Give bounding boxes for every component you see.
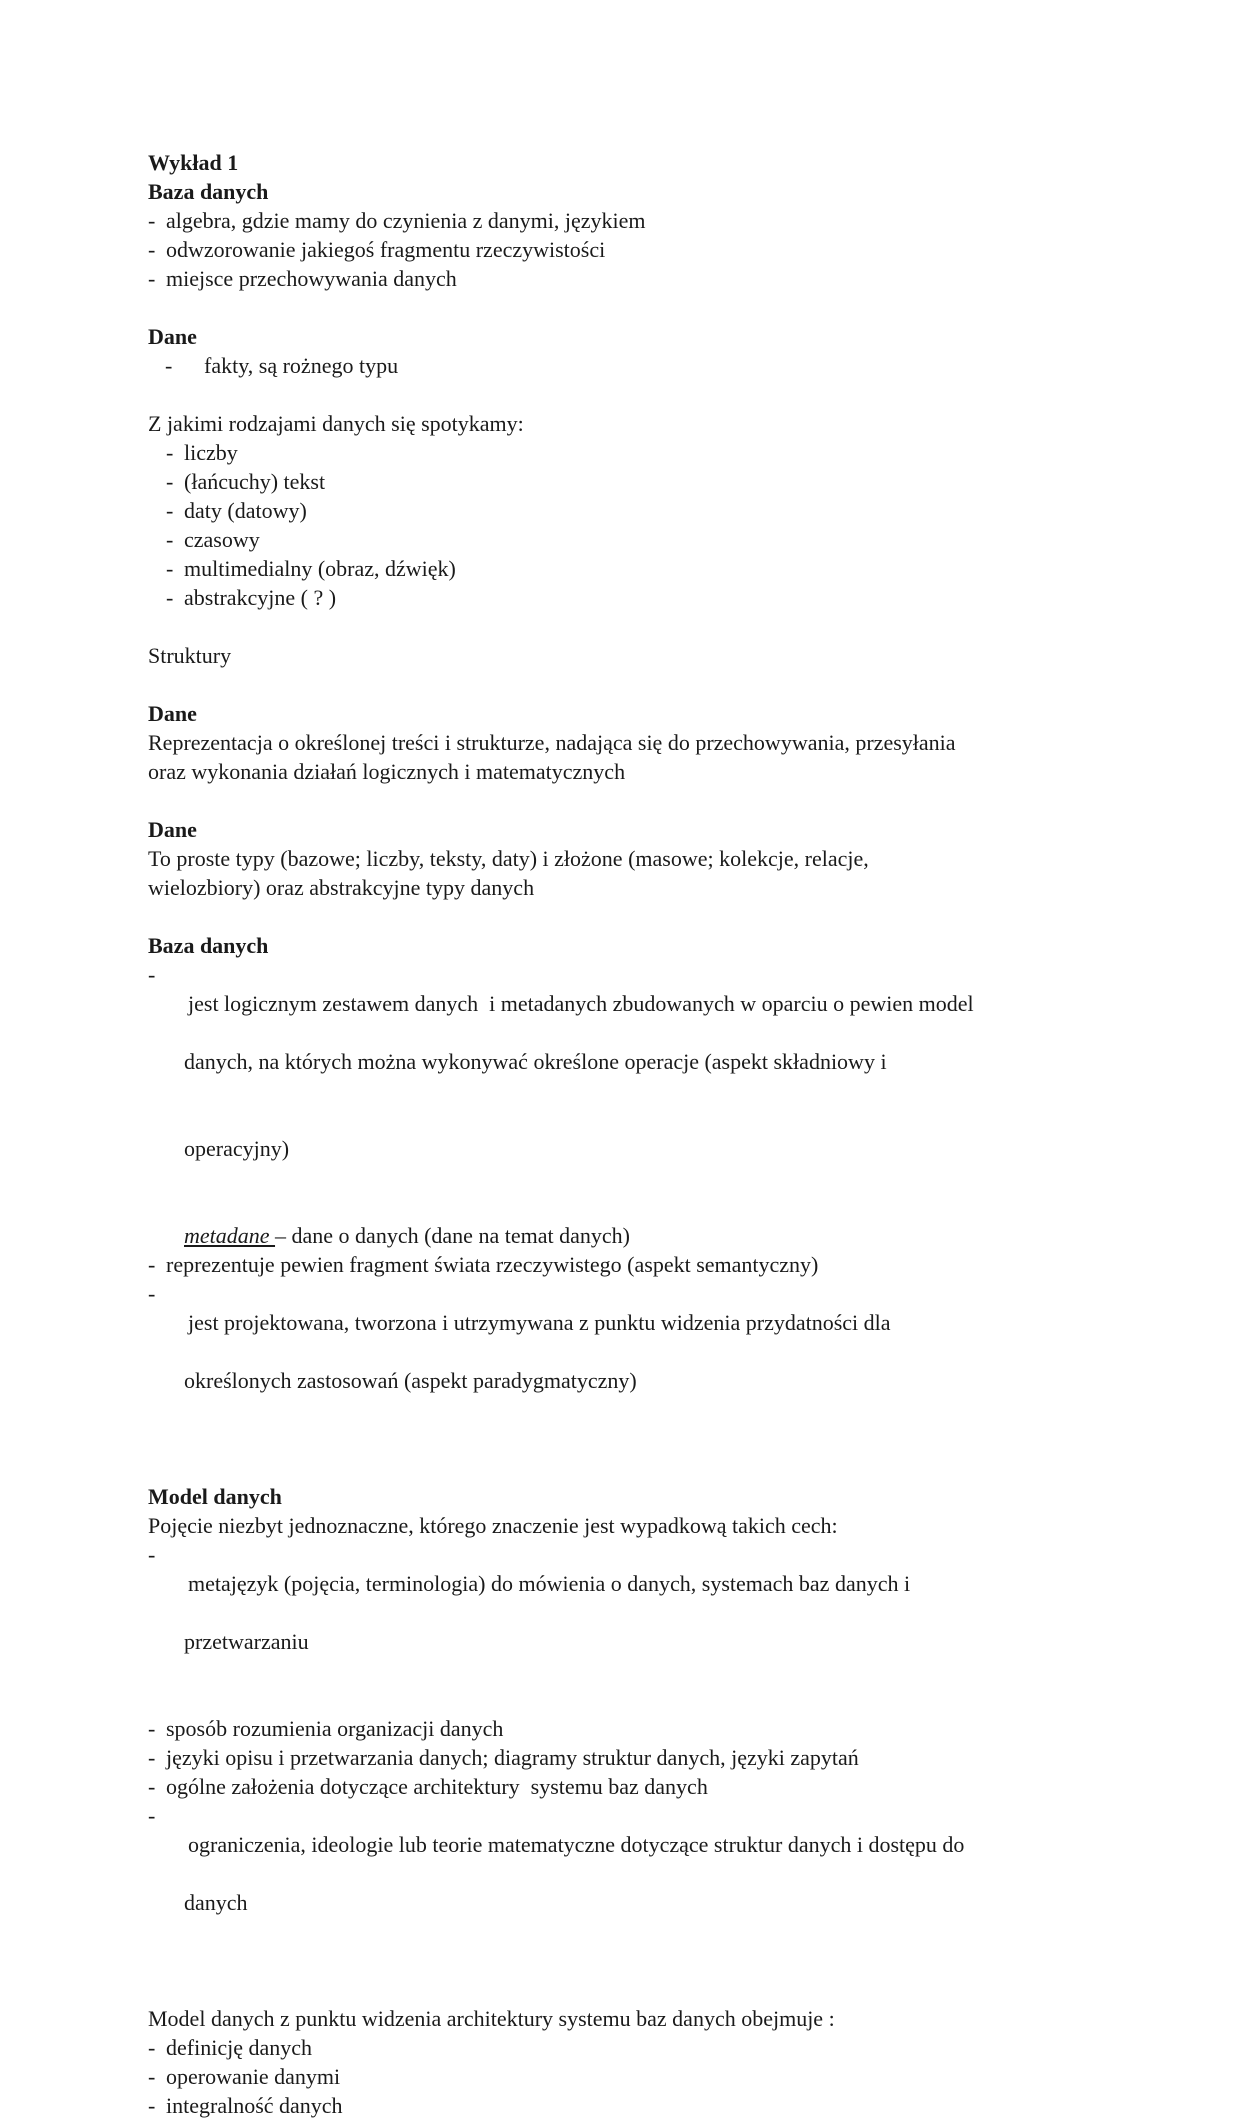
list-item: - abstrakcyjne ( ? ) [166,585,337,610]
list-item: - reprezentuje pewien fragment świata rzeczywistego (aspekt semantyczny) [148,1252,819,1277]
list-item: - operowanie danymi [148,2064,341,2089]
list-item: - fakty, są rożnego typu [165,353,399,378]
list-item: - algebra, gdzie mamy do czynienia z danymi, językiem [148,208,646,233]
definition-note: metadane – dane o danych (dane na temat danych) [184,1223,630,1248]
list-item: - integralność danych [148,2093,343,2118]
list-item: - czasowy [166,527,260,552]
section-heading: Model danych [148,1484,282,1509]
list-item: - ograniczenia, ideologie lub teorie matematyczne dotyczące struktur danych i dostępu do danych [148,1803,965,1915]
list-item: - liczby [166,440,238,465]
list-item: - ogólne założenia dotyczące architektury systemu baz danych [148,1774,708,1799]
section-heading: Baza danych [148,179,269,204]
list-item: - miejsce przechowywania danych [148,266,457,291]
paragraph-line: To proste typy (bazowe; liczby, teksty, daty) i złożone (masowe; kolekcje, relacje, [148,846,869,871]
paragraph: Pojęcie niezbyt jednoznaczne, którego znaczenie jest wypadkową takich cech: [148,1513,838,1538]
paragraph-line: wielozbiory) oraz abstrakcyjne typy danych [148,875,535,900]
paragraph-line: Reprezentacja o określonej treści i strukturze, nadająca się do przechowywania, przesyłania [148,730,956,755]
list-item: - daty (datowy) [166,498,307,523]
list-item: - odwzorowanie jakiegoś fragmentu rzeczywistości [148,237,606,262]
list-item: - sposób rozumienia organizacji danych [148,1716,504,1741]
section-heading: Dane [148,324,197,349]
paragraph: Model danych z punktu widzenia architektury systemu baz danych obejmuje : [148,2006,835,2031]
section-heading: Baza danych [148,933,269,958]
section-heading: Dane [148,817,197,842]
list-item: - języki opisu i przetwarzania danych; diagramy struktur danych, języki zapytań [148,1745,859,1770]
list-item: - jest projektowana, tworzona i utrzymywana z punktu widzenia przydatności dla określonych zastosowań (aspekt paradygmatyczny) [148,1281,891,1393]
list-item: - jest logicznym zestawem danych i metadanych zbudowanych w oparciu o pewien model danych, na których można wykonywać określone operacje (aspekt składniowy i operacyjny) [148,962,974,1161]
list-item: - definicję danych [148,2035,312,2060]
paragraph: Struktury [148,643,232,668]
section-heading: Dane [148,701,197,726]
list-item: - (łańcuchy) tekst [166,469,326,494]
lecture-title: Wykład 1 [148,150,239,175]
list-item: - metajęzyk (pojęcia, terminologia) do mówienia o danych, systemach baz danych i przetwarzaniu [148,1542,911,1654]
paragraph-line: oraz wykonania działań logicznych i matematycznych [148,759,626,784]
term-metadane: metadane [184,1223,276,1248]
paragraph: Z jakimi rodzajami danych się spotykamy: [148,411,524,436]
document-page [148,148,1108,2120]
list-item: - multimedialny (obraz, dźwięk) [166,556,456,581]
